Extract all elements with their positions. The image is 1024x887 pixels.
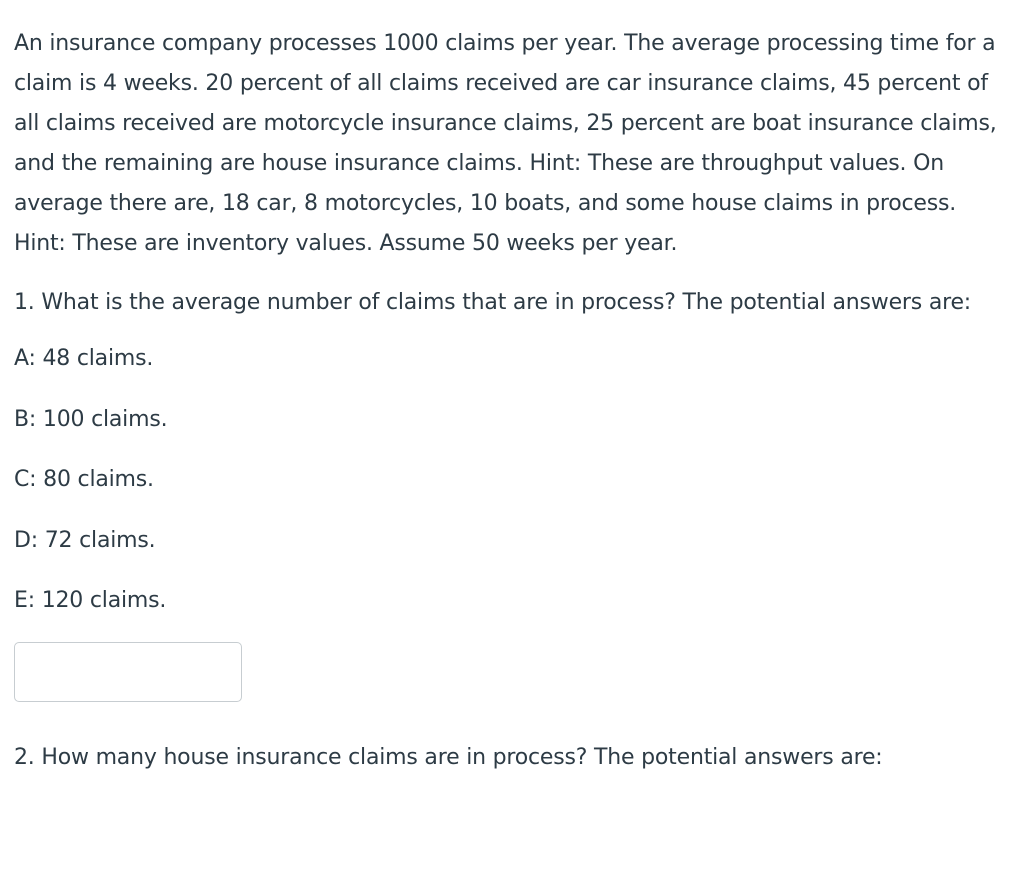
- option-e: E: 120 claims.: [14, 588, 167, 613]
- option-a: A: 48 claims.: [14, 346, 154, 371]
- question-1-options: [14, 339, 1004, 621]
- question-content: [14, 24, 1004, 778]
- option-d: D: 72 claims.: [14, 527, 156, 553]
- question-2-text: 2. How many house insurance claims are in process? The potential answers are:: [14, 744, 883, 770]
- option-c: C: 80 claims.: [14, 467, 154, 492]
- problem-statement: An insurance company processes 1000 claims per year. The average processing time for a claim is 4 weeks. 20 percent of all claims received are car insurance claims, 45 percent of all claims received are motorcycle insurance claims, 25 percent are boat insurance claims, and the remaining are house insurance claims. Hint: These are throughput values. On average there are, 18 car, 8 motorcycles, 10 boats, and some house claims in process. Hint: These are inventory values. Assume 50 weeks per year.: [14, 31, 997, 256]
- question-1-text: 1. What is the average number of claims that are in process? The potential answers are:: [14, 290, 972, 315]
- question-1-answer-input[interactable]: [14, 642, 242, 702]
- option-b: B: 100 claims.: [14, 406, 168, 432]
